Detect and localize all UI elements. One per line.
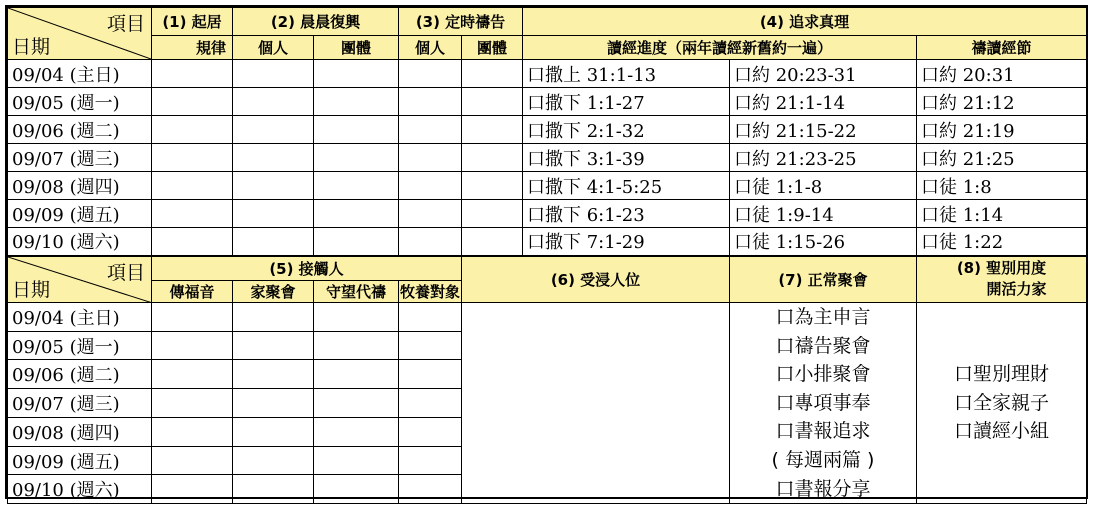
prayer-group-cell[interactable] [462, 172, 523, 200]
top-row [8, 116, 1087, 144]
morning-group-cell[interactable] [314, 116, 399, 144]
wake-cell[interactable] [152, 116, 233, 144]
bottom-header-row-1 [8, 256, 1087, 281]
morning-personal-cell[interactable] [233, 200, 314, 228]
top-row [8, 228, 1087, 256]
morning-personal-cell[interactable] [233, 116, 314, 144]
ot-reading-cell[interactable]: 口撒下 7:1-29 [523, 228, 730, 256]
wake-cell[interactable] [152, 172, 233, 200]
home-meeting-cell[interactable] [233, 360, 314, 389]
ot-reading-cell[interactable]: 口撒下 3:1-39 [523, 144, 730, 172]
prayer-group-cell[interactable] [462, 116, 523, 144]
wake-cell[interactable] [152, 228, 233, 256]
meeting-title: (7) 正常聚會 [730, 256, 917, 303]
morning-personal-cell[interactable] [233, 60, 314, 88]
date-cell: 09/06 (週二) [8, 116, 152, 144]
date-label: 日期 [12, 279, 51, 301]
date-cell: 09/05 (週一) [8, 88, 152, 116]
gospel-cell[interactable] [152, 389, 233, 418]
item-label: 項目 [106, 13, 145, 35]
nt-reading-cell[interactable]: 口徒 1:9-14 [730, 200, 917, 228]
gospel-cell[interactable] [152, 331, 233, 360]
morning-personal-cell[interactable] [233, 228, 314, 256]
contact-home-meeting: 家聚會 [233, 281, 314, 303]
date-label: 日期 [12, 36, 51, 58]
date-cell: 09/04 (主日) [8, 60, 152, 88]
date-cell: 09/10 (週六) [8, 228, 152, 256]
prayread-header: 禱讀經節 [917, 36, 1087, 60]
intercession-cell[interactable] [314, 417, 399, 446]
home-meeting-cell[interactable] [233, 446, 314, 475]
top-row [8, 200, 1087, 228]
item-date-corner-top [8, 8, 152, 60]
prayer-title: (3) 定時禱告 [399, 8, 523, 36]
date-cell: 09/05 (週一) [8, 331, 152, 360]
top-row [8, 88, 1087, 116]
top-row [8, 144, 1087, 172]
contact-gospel: 傳福音 [152, 281, 233, 303]
prayer-group: 團體 [462, 36, 523, 60]
morning-group-cell[interactable] [314, 172, 399, 200]
meeting-item-prayer[interactable]: 口禱告聚會 [775, 334, 871, 357]
ot-reading-cell[interactable]: 口撒上 31:1-13 [523, 60, 730, 88]
contact-intercession: 守望代禱 [314, 281, 399, 303]
sanctify-list [917, 303, 1087, 504]
top-header-row-1 [8, 8, 1087, 36]
meeting-item-note: ( 每週兩篇 ) [771, 448, 875, 471]
morning-group: 團體 [314, 36, 399, 60]
meeting-item-prophesy[interactable]: 口為主申言 [775, 306, 871, 328]
weekly-checklist-sheet [5, 5, 1088, 502]
date-cell: 09/06 (週二) [8, 360, 152, 389]
gospel-cell[interactable] [152, 303, 233, 332]
item-label: 項目 [106, 261, 145, 284]
sanctify-item-family[interactable]: 口全家親子 [953, 391, 1049, 414]
gospel-cell[interactable] [152, 475, 233, 504]
home-meeting-cell[interactable] [233, 417, 314, 446]
morning-group-cell[interactable] [314, 228, 399, 256]
prayer-group-cell[interactable] [462, 228, 523, 256]
gospel-cell[interactable] [152, 446, 233, 475]
wake-cell[interactable] [152, 200, 233, 228]
home-meeting-cell[interactable] [233, 331, 314, 360]
prayer-group-cell[interactable] [462, 144, 523, 172]
home-meeting-cell[interactable] [233, 475, 314, 504]
date-cell: 09/09 (週五) [8, 446, 152, 475]
shepherding-cell[interactable] [399, 331, 462, 360]
bottom-row [8, 303, 1087, 332]
ot-reading-cell[interactable]: 口撒下 1:1-27 [523, 88, 730, 116]
date-cell: 09/07 (週三) [8, 144, 152, 172]
prayread-cell[interactable]: 口約 20:31 [917, 60, 1087, 88]
truth-title: (4) 追求真理 [523, 8, 1087, 36]
nt-reading-cell[interactable]: 口徒 1:15-26 [730, 228, 917, 256]
gospel-cell[interactable] [152, 360, 233, 389]
shepherding-cell[interactable] [399, 475, 462, 504]
wake-sub: 規律 [152, 36, 233, 60]
wake-title: (1) 起居 [152, 8, 233, 36]
date-cell: 09/09 (週五) [8, 200, 152, 228]
prayer-personal-cell[interactable] [399, 88, 462, 116]
prayer-personal-cell[interactable] [399, 200, 462, 228]
date-cell: 09/04 (主日) [8, 303, 152, 332]
prayer-personal-cell[interactable] [399, 60, 462, 88]
morning-title: (2) 晨晨復興 [233, 8, 399, 36]
shepherding-cell[interactable] [399, 417, 462, 446]
nt-reading-cell[interactable]: 口約 21:23-25 [730, 144, 917, 172]
contact-shepherding: 牧養對象 [399, 281, 462, 303]
morning-group-cell[interactable] [314, 88, 399, 116]
ot-reading-cell[interactable]: 口撒下 6:1-23 [523, 200, 730, 228]
morning-group-cell[interactable] [314, 144, 399, 172]
intercession-cell[interactable] [314, 389, 399, 418]
prayread-cell[interactable]: 口徒 1:22 [917, 228, 1087, 256]
sanctify-item-bible-group[interactable]: 口讀經小組 [953, 420, 1049, 443]
intercession-cell[interactable] [314, 475, 399, 504]
nt-reading-cell[interactable]: 口約 21:1-14 [730, 88, 917, 116]
sanctify-title-line2: 開活力家 [986, 280, 1047, 299]
morning-personal-cell[interactable] [233, 88, 314, 116]
shepherding-cell[interactable] [399, 446, 462, 475]
baptism-cell[interactable] [462, 303, 730, 504]
nt-reading-cell[interactable]: 口約 20:23-31 [730, 60, 917, 88]
prayer-personal-cell[interactable] [399, 144, 462, 172]
morning-group-cell[interactable] [314, 200, 399, 228]
shepherding-cell[interactable] [399, 360, 462, 389]
date-cell: 09/10 (週六) [8, 475, 152, 504]
wake-cell[interactable] [152, 60, 233, 88]
meeting-item-service[interactable]: 口專項事奉 [775, 391, 871, 414]
shepherding-cell[interactable] [399, 389, 462, 418]
meeting-item-book-sharing[interactable]: 口書報分享 [775, 477, 871, 500]
nt-reading-cell[interactable]: 口約 21:15-22 [730, 116, 917, 144]
prayread-cell[interactable]: 口徒 1:14 [917, 200, 1087, 228]
baptism-title: (6) 受浸人位 [462, 256, 730, 303]
intercession-cell[interactable] [314, 446, 399, 475]
intercession-cell[interactable] [314, 360, 399, 389]
prayread-cell[interactable]: 口徒 1:8 [917, 172, 1087, 200]
intercession-cell[interactable] [314, 303, 399, 332]
prayer-personal-cell[interactable] [399, 116, 462, 144]
wake-cell[interactable] [152, 88, 233, 116]
prayer-personal-cell[interactable] [399, 228, 462, 256]
sanctify-title [917, 256, 1087, 303]
prayer-personal: 個人 [399, 36, 462, 60]
sanctify-item-finance[interactable]: 口聖別理財 [953, 363, 1049, 386]
date-cell: 09/08 (週四) [8, 417, 152, 446]
prayread-cell[interactable]: 口約 21:25 [917, 144, 1087, 172]
meeting-item-book-pursuit[interactable]: 口書報追求 [775, 420, 871, 443]
prayer-group-cell[interactable] [462, 88, 523, 116]
meeting-list [730, 303, 917, 504]
gospel-cell[interactable] [152, 417, 233, 446]
morning-personal-cell[interactable] [233, 144, 314, 172]
meeting-item-small-group[interactable]: 口小排聚會 [775, 363, 871, 386]
prayer-personal-cell[interactable] [399, 172, 462, 200]
top-row [8, 172, 1087, 200]
intercession-cell[interactable] [314, 331, 399, 360]
date-cell: 09/07 (週三) [8, 389, 152, 418]
home-meeting-cell[interactable] [233, 389, 314, 418]
morning-personal: 個人 [233, 36, 314, 60]
prayread-cell[interactable]: 口約 21:19 [917, 116, 1087, 144]
item-date-corner-bottom [8, 256, 152, 303]
prayer-group-cell[interactable] [462, 60, 523, 88]
morning-personal-cell[interactable] [233, 172, 314, 200]
home-meeting-cell[interactable] [233, 303, 314, 332]
top-header-row-2 [8, 36, 1087, 60]
ot-reading-cell[interactable]: 口撒下 2:1-32 [523, 116, 730, 144]
nt-reading-cell[interactable]: 口徒 1:1-8 [730, 172, 917, 200]
sanctify-title-line1: (8) 聖別用度 [956, 259, 1047, 278]
ot-reading-cell[interactable]: 口撒下 4:1-5:25 [523, 172, 730, 200]
contact-title: (5) 接觸人 [152, 256, 462, 281]
prayer-group-cell[interactable] [462, 200, 523, 228]
top-row [8, 60, 1087, 88]
prayread-cell[interactable]: 口約 21:12 [917, 88, 1087, 116]
checklist-table [7, 7, 1087, 504]
wake-cell[interactable] [152, 144, 233, 172]
date-cell: 09/08 (週四) [8, 172, 152, 200]
morning-group-cell[interactable] [314, 60, 399, 88]
bible-reading-header: 讀經進度（兩年讀經新舊約一遍） [523, 36, 917, 60]
shepherding-cell[interactable] [399, 303, 462, 332]
